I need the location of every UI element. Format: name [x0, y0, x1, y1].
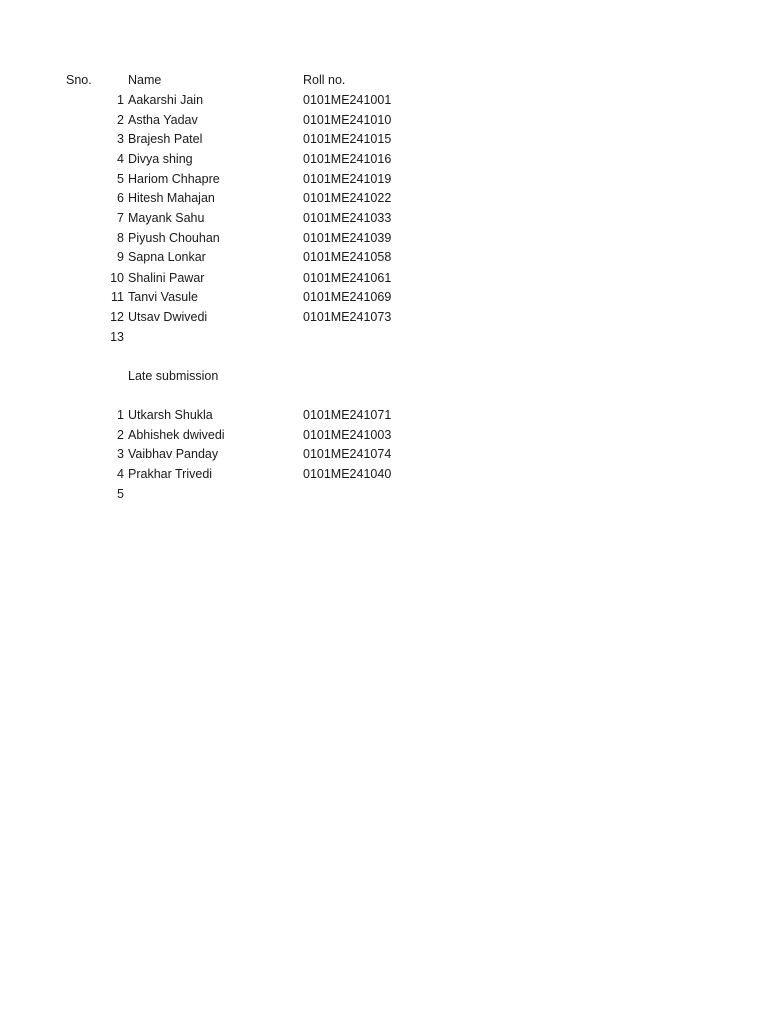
header-row — [0, 70, 768, 90]
cell-roll: 0101ME241033 — [303, 211, 392, 225]
cell-sno: 10 — [110, 271, 124, 285]
table-row — [0, 464, 768, 484]
cell-name: Aakarshi Jain — [128, 93, 204, 107]
cell-roll: 0101ME241003 — [303, 428, 392, 442]
late-submission-heading-row — [0, 366, 768, 386]
table-row — [0, 405, 768, 425]
table-row — [0, 444, 768, 464]
table-row — [0, 327, 768, 347]
cell-roll: 0101ME241040 — [303, 467, 392, 481]
table-row — [0, 149, 768, 169]
cell-sno: 2 — [117, 428, 124, 442]
cell-sno: 2 — [117, 113, 124, 127]
cell-roll: 0101ME241058 — [303, 250, 392, 264]
cell-sno: 12 — [110, 310, 124, 324]
cell-sno: 1 — [117, 408, 124, 422]
header-name: Name — [128, 73, 162, 87]
table-row — [0, 484, 768, 504]
late-submission-heading: Late submission — [128, 369, 219, 383]
cell-name: Brajesh Patel — [128, 132, 203, 146]
cell-sno: 7 — [117, 211, 124, 225]
cell-name: Divya shing — [128, 152, 193, 166]
cell-name: Prakhar Trivedi — [128, 467, 213, 481]
cell-name: Vaibhav Panday — [128, 447, 219, 461]
cell-sno: 8 — [117, 231, 124, 245]
cell-name: Hariom Chhapre — [128, 172, 220, 186]
table-row — [0, 208, 768, 228]
cell-sno: 5 — [117, 172, 124, 186]
cell-roll: 0101ME241001 — [303, 93, 392, 107]
cell-roll: 0101ME241015 — [303, 132, 392, 146]
cell-roll: 0101ME241071 — [303, 408, 392, 422]
cell-sno: 1 — [117, 93, 124, 107]
cell-name: Piyush Chouhan — [128, 231, 220, 245]
cell-sno: 4 — [117, 467, 124, 481]
table-row — [0, 247, 768, 267]
table-row — [0, 268, 768, 288]
cell-name: Astha Yadav — [128, 113, 198, 127]
cell-name: Utkarsh Shukla — [128, 408, 213, 422]
cell-sno: 6 — [117, 191, 124, 205]
cell-name: Shalini Pawar — [128, 271, 205, 285]
cell-sno: 5 — [117, 487, 124, 501]
cell-roll: 0101ME241016 — [303, 152, 392, 166]
table-row — [0, 110, 768, 130]
table-row — [0, 228, 768, 248]
table-row — [0, 90, 768, 110]
cell-name: Tanvi Vasule — [128, 290, 198, 304]
cell-roll: 0101ME241022 — [303, 191, 392, 205]
table-row — [0, 129, 768, 149]
cell-roll: 0101ME241069 — [303, 290, 392, 304]
cell-sno: 4 — [117, 152, 124, 166]
table-row — [0, 425, 768, 445]
cell-roll: 0101ME241073 — [303, 310, 392, 324]
cell-name: Utsav Dwivedi — [128, 310, 208, 324]
cell-roll: 0101ME241039 — [303, 231, 392, 245]
cell-sno: 9 — [117, 250, 124, 264]
header-sno: Sno. — [66, 73, 92, 87]
header-roll: Roll no. — [303, 73, 346, 87]
cell-sno: 3 — [117, 447, 124, 461]
table-row — [0, 169, 768, 189]
table-row — [0, 307, 768, 327]
cell-name: Sapna Lonkar — [128, 250, 206, 264]
cell-sno: 11 — [111, 290, 124, 304]
cell-sno: 13 — [110, 330, 124, 344]
cell-name: Hitesh Mahajan — [128, 191, 215, 205]
cell-roll: 0101ME241010 — [303, 113, 392, 127]
cell-roll: 0101ME241074 — [303, 447, 392, 461]
table-row — [0, 287, 768, 307]
cell-name: Abhishek dwivedi — [128, 428, 225, 442]
cell-name: Mayank Sahu — [128, 211, 205, 225]
cell-roll: 0101ME241061 — [303, 271, 392, 285]
table-row — [0, 188, 768, 208]
cell-roll: 0101ME241019 — [303, 172, 392, 186]
cell-sno: 3 — [117, 132, 124, 146]
